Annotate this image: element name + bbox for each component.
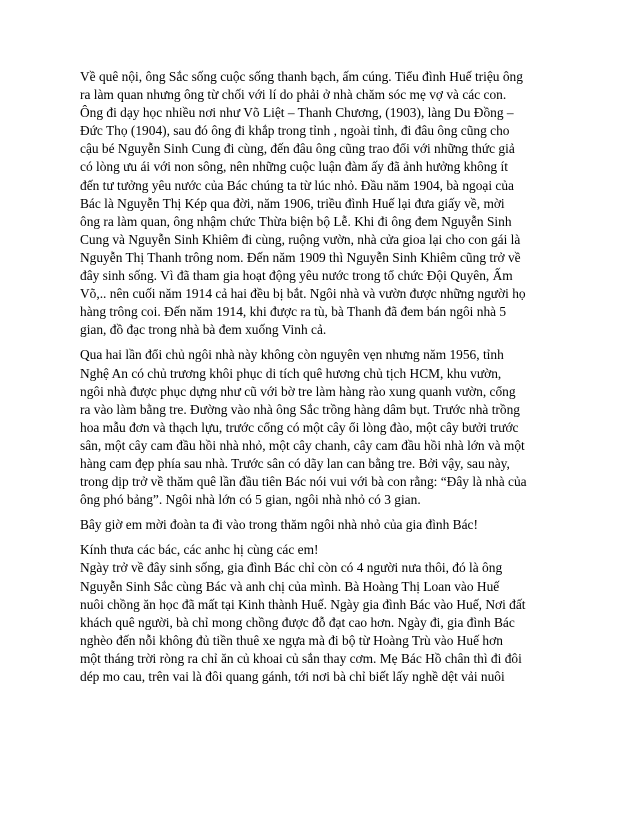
paragraph-2 xyxy=(80,346,560,509)
paragraph-spacer xyxy=(80,534,560,541)
text-line: Qua hai lần đổi chủ ngôi nhà này không còn nguyên vẹn nhưng năm 1956, tỉnh xyxy=(80,347,504,363)
text-line: cậu bé Nguyễn Sinh Cung đi cùng, đến đâu ông cũng trao đổi với những thức giả xyxy=(80,141,515,157)
paragraph-1 xyxy=(80,68,560,339)
text-line: đến tư tưởng yêu nước của Bác chúng ta từ lúc nhỏ. Đầu năm 1904, bà ngoại của xyxy=(80,177,515,193)
text-line: ra vào làm bằng tre. Đường vào nhà ông Sắc trồng hàng dâm bụt. Trước nhà trồng xyxy=(80,401,520,417)
text-line: ông phó bảng”. Ngôi nhà lớn có 5 gian, ngôi nhà nhỏ có 3 gian. xyxy=(80,492,421,508)
text-line: Cung và Nguyễn Sinh Khiêm đi cùng, ruộng vườn, nhà cửa gioa lại cho con gái là xyxy=(80,231,521,247)
text-line: có lòng ưu ái với non sông, nên những cuộc luận đàm ấy đã ảnh hưởng không ít xyxy=(80,159,508,175)
paragraph-4 xyxy=(80,541,560,686)
text-line: Bác là Nguyễn Thị Kép qua đời, năm 1906, triều đình Huế lại đưa giấy về, mời xyxy=(80,195,505,211)
text-line: trong dịp trở về thăm quê lần đầu tiên Bác nói vui với bà con rằng: “Đây là nhà của xyxy=(80,474,527,490)
text-line: Nguyễn Sinh Sắc cùng Bác và anh chị của mình. Bà Hoàng Thị Loan vào Huế xyxy=(80,578,500,594)
text-line: Nghệ An có chủ trương khôi phục di tích quê hương chủ tịch HCM, khu vườn, xyxy=(80,365,502,381)
text-line: Nguyễn Thị Thanh trông nom. Đến năm 1909 thì Nguyễn Sinh Khiêm cũng trở về xyxy=(80,249,521,265)
text-line: Kính thưa các bác, các anhc hị cùng các em! xyxy=(80,542,319,558)
paragraph-spacer xyxy=(80,509,560,516)
text-line: hàng cam đẹp phía sau nhà. Trước sân có dãy lan can bằng tre. Bởi vậy, sau này, xyxy=(80,455,510,471)
text-line: gian, đồ đạc trong nhà bà đem xuống Vinh cả. xyxy=(80,322,327,338)
text-line: một tháng trời ròng ra chỉ ăn củ khoai củ sắn thay cơm. Mẹ Bác Hồ chân thì đi đôi xyxy=(80,650,522,666)
text-line: Ông đi dạy học nhiều nơi như Võ Liệt – Thanh Chương, (1903), làng Du Đồng – xyxy=(80,105,514,121)
text-line: Võ,.. nên cuối năm 1914 cả hai đều bị bắt. Ngôi nhà và vườn được những người họ xyxy=(80,286,526,302)
text-line: dép mo cau, trên vai là đôi quang gánh, tới nơi bà chỉ biết lấy nghề dệt vải nuôi xyxy=(80,669,505,684)
text-line: Bây giờ em mời đoàn ta đi vào trong thăm ngôi nhà nhỏ của gia đình Bác! xyxy=(80,517,478,533)
text-line: hàng trông coi. Đến năm 1914, khi được ra tù, bà Thanh đã đem bán ngôi nhà 5 xyxy=(80,304,507,320)
text-line: đây sinh sống. Vì đã tham gia hoạt động yêu nước trong tổ chức Đội Quyên, Ấm xyxy=(80,268,513,284)
text-line: ra làm quan nhưng ông từ chối với lí do phải ở nhà chăm sóc mẹ vợ và các con. xyxy=(80,87,507,103)
text-line: Về quê nội, ông Sắc sống cuộc sống thanh bạch, ấm cúng. Tiểu đình Huế triệu ông xyxy=(80,69,523,84)
paragraph-spacer xyxy=(80,339,560,346)
text-line: nghèo đến nỗi không đủ tiền thuê xe ngựa mà đi bộ từ Hoàng Trù vào Huế hơn xyxy=(80,632,503,648)
paragraph-3 xyxy=(80,516,560,534)
document-body xyxy=(80,68,560,686)
text-line: Đức Thọ (1904), sau đó ông đi khắp trong tỉnh , ngoài tỉnh, đi đâu ông cũng cho xyxy=(80,123,510,139)
text-line: ông ra làm quan, ông nhậm chức Thừa biện bộ Lễ. Khi đi ông đem Nguyễn Sinh xyxy=(80,213,512,229)
text-line: sân, một cây cam đầu hồi nhà nhỏ, một cây chanh, cây cam đầu hồi nhà lớn và một xyxy=(80,437,525,453)
text-line: Ngày trở về đây sinh sống, gia đình Bác chỉ còn có 4 người nưa thôi, đó là ông xyxy=(80,560,503,576)
text-line: nuôi chồng ăn học đã mất tại Kinh thành Huế. Ngày gia đình Bác vào Huế, Nơi đất xyxy=(80,596,526,612)
text-line: ngôi nhà được phục dựng như cũ với bờ tre làm hàng rào xung quanh vườn, cổng xyxy=(80,383,516,399)
text-line: khách quê người, bà chỉ mong chồng được đỗ đạt cao hơn. Ngày đi, gia đình Bác xyxy=(80,614,515,630)
text-line: hoa mẫu đơn và thạch lựu, trước cổng có một cây ổi lòng đào, một cây bưởi trước xyxy=(80,419,519,435)
